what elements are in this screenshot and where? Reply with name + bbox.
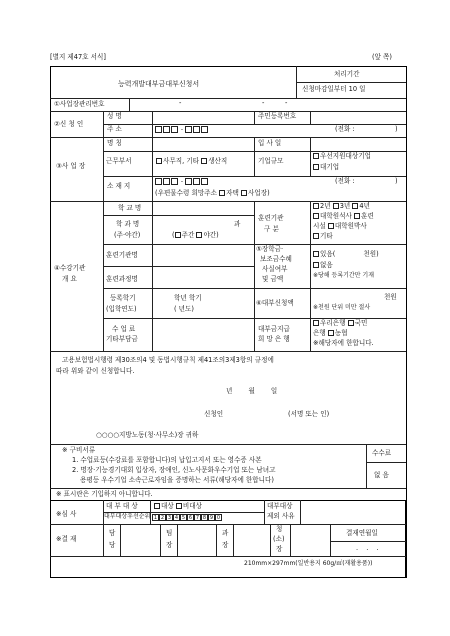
row-line <box>103 124 406 125</box>
signature-label: (서명 또는 인) <box>288 410 330 418</box>
proc-value: 신청마감일부터 10 일 <box>302 85 366 93</box>
applicant-label: ②신 청 인 <box>54 120 84 128</box>
priority-8[interactable]: 8 <box>202 515 207 521</box>
approve-label: ※결 재 <box>56 535 77 543</box>
chief-label-3: 장 <box>276 545 283 553</box>
location-label: 소 재 지 <box>107 182 131 190</box>
docs-item-2b: 용평등 우수기업 소속근로자임을 증명하는 서류(해당자에 한합니다) <box>80 476 274 484</box>
bank-label: 대부금지급 <box>258 325 290 333</box>
institution-label: 훈련기관명 <box>106 251 138 259</box>
priority-3[interactable]: 3 <box>167 515 172 521</box>
mail-home-checkbox[interactable] <box>219 190 225 196</box>
semester-year: ( 년도) <box>174 305 194 313</box>
col-line <box>160 524 161 556</box>
col-line <box>103 201 104 351</box>
priority-10[interactable]: 0 <box>216 515 221 521</box>
kookmin-bank-checkbox[interactable] <box>348 320 354 326</box>
training-label-2: 개 요 <box>62 275 77 283</box>
statement-applicant: 신청인 <box>204 410 224 418</box>
id-dash: - <box>262 99 265 107</box>
course-label: 훈련과정명 <box>106 275 138 283</box>
target-yes-checkbox[interactable] <box>154 503 160 509</box>
workplace-label: ③사 업 장 <box>56 162 86 170</box>
col-line <box>290 524 291 556</box>
loan-unit: 천원 <box>384 293 397 301</box>
night-course-checkbox[interactable] <box>196 232 202 238</box>
row-line <box>330 541 406 542</box>
team-label-2: 장 <box>166 541 173 549</box>
woori-bank-checkbox[interactable] <box>313 320 319 326</box>
col-line <box>270 524 271 556</box>
company-name-label: 명 칭 <box>107 139 122 147</box>
priority-1[interactable]: 1 <box>153 515 158 521</box>
col-line <box>254 201 255 351</box>
statement-line-2: 따라 위와 같이 신청합니다. <box>56 367 135 375</box>
priority-7[interactable]: 7 <box>195 515 200 521</box>
staff-label: 담 <box>109 529 116 537</box>
office-job-checkbox[interactable] <box>156 158 162 164</box>
scholarship-no-checkbox[interactable] <box>313 262 319 268</box>
row-line <box>103 288 406 289</box>
size-label: 기업규모 <box>258 157 284 165</box>
two-year-checkbox[interactable] <box>313 203 319 209</box>
col-line <box>330 524 331 556</box>
row-line <box>50 488 406 489</box>
proc-label: 처리기간 <box>334 70 360 78</box>
row-line <box>50 351 406 352</box>
target-label: 대 부 대 상 <box>106 502 138 510</box>
join-date-label: 입 사 일 <box>258 139 282 147</box>
priority-company-checkbox[interactable] <box>313 153 319 159</box>
row-line <box>103 176 406 177</box>
loan-amount-label: ⑥대부신청액 <box>256 299 294 307</box>
semester-label-2: (입학연도) <box>106 305 137 313</box>
page-note: (앞 쪽) <box>372 53 392 61</box>
scholarship-yes-option[interactable]: 있음( 천원) <box>313 251 379 259</box>
proc-divider <box>296 82 406 83</box>
footer-note: ※ 표시란은 기입하지 아니합니다. <box>56 490 153 498</box>
fee-label: 수수료 <box>372 449 392 457</box>
day-night-options[interactable]: ( 주간 야간) <box>172 231 219 239</box>
statement-line-1: 고용보험법시행령 제30조의4 및 동법시행규칙 제41조의3제3항의 규정에 <box>62 356 274 364</box>
scholarship-label-3: 사실여부 <box>262 265 288 273</box>
row-line <box>50 556 406 557</box>
col-line <box>254 137 255 177</box>
applicant-phone-close: ) <box>395 125 398 133</box>
target-no-checkbox[interactable] <box>176 503 182 509</box>
docs-item-1: 1. 수업료등(수강료를 포함합니다)의 납입고지서 또는 영수증 사본 <box>72 456 262 464</box>
scholarship-no-option[interactable]: 없음 <box>313 262 333 270</box>
col-line <box>366 444 367 488</box>
col-line <box>152 201 153 351</box>
org-type-label-2: 구 분 <box>264 225 279 233</box>
scholarship-label: ⑤장학금· <box>256 245 284 253</box>
major-sub-label: (주·야간) <box>114 231 141 239</box>
form-code: [별지 제47호 서식] <box>50 53 106 61</box>
scholarship-note: ※당해 등록기간만 기재 <box>313 272 375 279</box>
row-line <box>103 215 254 216</box>
major-label: 학 과 명 <box>116 220 140 228</box>
id-dash: - <box>179 99 182 107</box>
nonghyup-checkbox[interactable] <box>328 330 334 336</box>
col-line <box>310 137 311 177</box>
dept-head-label: 과 <box>222 529 229 537</box>
fee-value: 없 음 <box>374 471 389 479</box>
org-type-row-1[interactable]: 2년 3년 4년 <box>313 203 370 211</box>
id-dash: - <box>285 99 288 107</box>
col-line <box>233 524 234 556</box>
org-type-label: 훈련기관 <box>258 214 284 222</box>
docs-title: ※ 구비서류 <box>62 446 96 454</box>
training-facility-checkbox[interactable] <box>354 213 360 219</box>
col-line <box>152 137 153 201</box>
applicant-phone-label: (전화 : <box>335 125 355 133</box>
statement-date: 년 월 일 <box>226 387 278 395</box>
paper-spec: 210mm×297mm(일반용지 60g/㎡(재활용품)) <box>244 560 373 567</box>
approve-date-value: . . . <box>356 544 379 552</box>
approve-date-label: 결재연월일 <box>346 529 378 537</box>
mail-work-checkbox[interactable] <box>241 190 247 196</box>
priority-5[interactable]: 5 <box>181 515 186 521</box>
priority-9[interactable]: 9 <box>209 515 214 521</box>
priority-label: 대부대상우선순위 <box>104 513 151 520</box>
tuition-label: 수 업 료 <box>112 325 136 333</box>
loan-note: ※천원 단위 미만 절사 <box>313 304 371 311</box>
job-type-options[interactable]: 사무직, 기타 생산직 <box>156 158 227 166</box>
frame-top <box>50 66 406 67</box>
school-label: 학 교 명 <box>118 204 142 212</box>
three-year-checkbox[interactable] <box>333 203 339 209</box>
org-type-row-4[interactable]: 기타 <box>313 233 333 241</box>
org-type-row-2[interactable]: 대학원석사 훈련 <box>313 213 374 221</box>
col-line <box>254 111 255 124</box>
priority-4[interactable]: 4 <box>174 515 179 521</box>
col-line <box>310 111 311 124</box>
major-value-suffix: 과 <box>234 220 241 228</box>
size-option-large[interactable]: 대기업 <box>313 164 339 172</box>
col-line <box>103 524 104 556</box>
company-phone-label: (전화 : <box>335 177 355 185</box>
workplace-id-field[interactable] <box>130 98 406 111</box>
bank-row-1[interactable]: 우리은행 국민 <box>313 320 367 328</box>
docs-item-2a: 2. 명장·기능경기대회 입상자, 장애인, 신노사문화우수기업 또는 남녀고 <box>72 466 276 474</box>
col-line <box>300 500 301 524</box>
dept-head-label-2: 장 <box>222 541 229 549</box>
doctorate-checkbox[interactable] <box>328 223 334 229</box>
workplace-id-label: ①사업장관리번호 <box>54 100 105 108</box>
dept-label: 근무부서 <box>106 157 132 165</box>
review-label: ※심 사 <box>56 510 77 518</box>
priority-2[interactable]: 2 <box>160 515 165 521</box>
masters-checkbox[interactable] <box>313 213 319 219</box>
bank-label-2: 희 망 은 행 <box>258 335 290 343</box>
exclude-label-2: 제외 사유 <box>267 512 295 520</box>
production-job-checkbox[interactable] <box>201 158 207 164</box>
row-line <box>366 462 406 463</box>
col-line <box>177 524 178 556</box>
bank-row-2[interactable]: 은행 농협 <box>313 329 348 337</box>
scholarship-label-2: 보조금수혜 <box>260 255 292 263</box>
team-label: 팀 <box>166 529 173 537</box>
size-option-priority[interactable]: 우선지원대상기업 <box>313 153 371 161</box>
name-label: 성 명 <box>107 112 122 120</box>
exclude-label: 대부대상 <box>267 502 293 510</box>
company-phone-close: ) <box>395 177 398 185</box>
semester-label: 등록학기 <box>110 294 136 302</box>
col-line <box>216 524 217 556</box>
staff-label-2: 당 <box>109 541 116 549</box>
other-org-checkbox[interactable] <box>313 233 319 239</box>
four-year-checkbox[interactable] <box>352 203 358 209</box>
form-title: 능력개발대부금대부신청서 <box>118 80 200 88</box>
day-course-checkbox[interactable] <box>175 232 181 238</box>
training-label: ④수강기관 <box>54 264 86 272</box>
priority-6[interactable]: 6 <box>188 515 193 521</box>
org-type-row-3[interactable]: 시설 대학원박사 <box>313 222 367 230</box>
target-options[interactable]: 대상 비대상 <box>154 503 202 511</box>
priority-number-boxes[interactable] <box>152 514 222 522</box>
bank-note: ※해당자에 한합니다. <box>313 339 374 347</box>
col-line <box>120 524 121 556</box>
row-line <box>103 266 254 267</box>
semester-value: 학년 학기 <box>174 294 202 302</box>
scholarship-yes-checkbox[interactable] <box>313 251 319 257</box>
scholarship-label-4: 및 금액 <box>262 275 284 283</box>
zip-code-boxes[interactable]: - <box>155 126 209 133</box>
chief-label: 청 <box>276 525 283 533</box>
large-company-checkbox[interactable] <box>313 164 319 170</box>
addr-label: 주 소 <box>107 125 122 133</box>
tuition-label-2: 기타부담금 <box>106 335 138 343</box>
col-line <box>103 137 104 201</box>
rrn-label: 주민등록번호 <box>258 112 297 120</box>
row-line <box>103 244 406 245</box>
col-line <box>264 500 265 524</box>
col-line <box>310 201 311 351</box>
mail-preference[interactable]: (우편물수령 희망주소 자택 사업장) <box>155 189 270 197</box>
chief-label-2: (소) <box>273 535 285 543</box>
row-line <box>50 444 406 445</box>
company-zip-boxes[interactable]: - <box>155 178 209 185</box>
recipient: ○○○○지방노동(청·사무소)장 귀하 <box>96 431 199 439</box>
frame-right <box>406 66 407 578</box>
